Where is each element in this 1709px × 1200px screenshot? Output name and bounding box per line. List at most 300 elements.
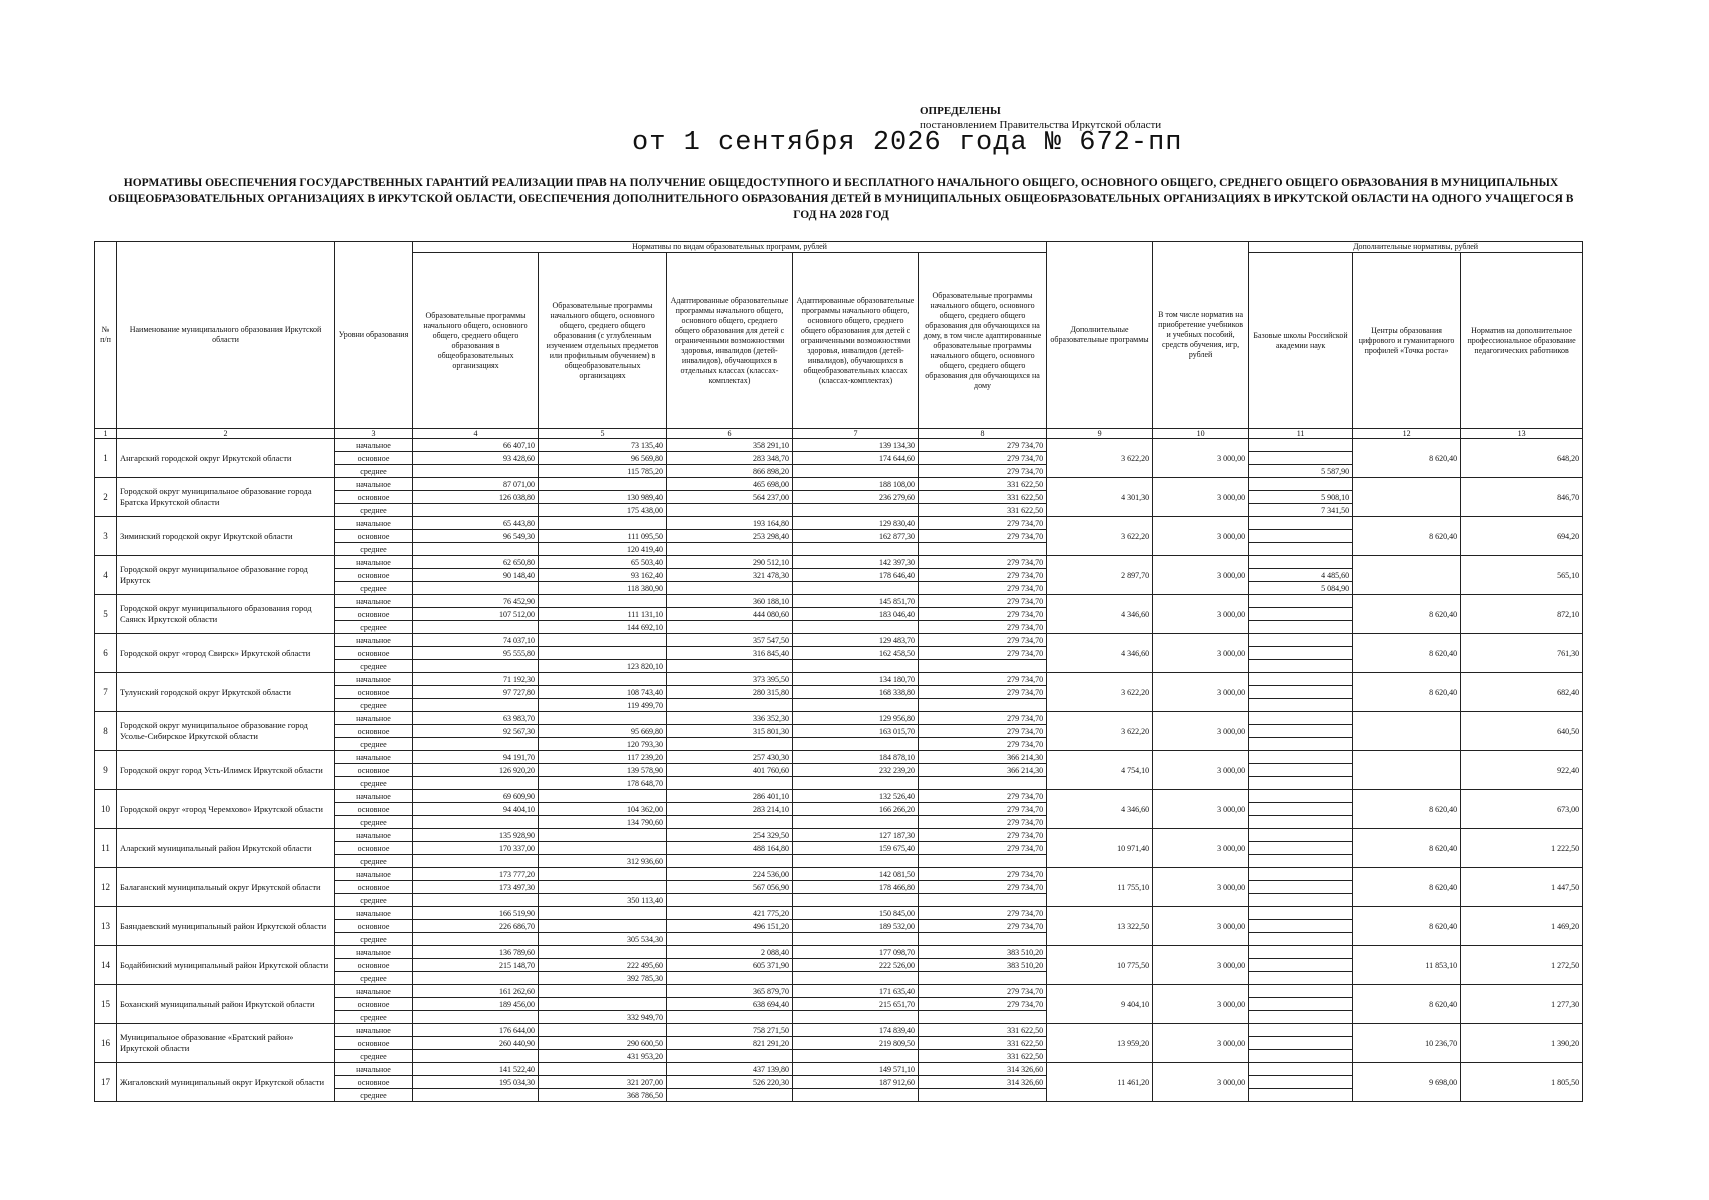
norm-value-c7 <box>793 1089 919 1102</box>
ras-school-value <box>1249 634 1353 647</box>
col-number: 4 <box>413 429 539 439</box>
col-number: 5 <box>539 429 667 439</box>
ras-school-value <box>1249 1050 1353 1063</box>
norm-value-c4: 173 497,30 <box>413 881 539 894</box>
norm-value-c5 <box>539 920 667 933</box>
header-additional-programs: Дополнительные образовательные программы <box>1047 242 1153 429</box>
additional-programs-value: 3 622,20 <box>1047 517 1153 556</box>
education-level: начальное <box>335 712 413 725</box>
norm-value-c5: 108 743,40 <box>539 686 667 699</box>
column-numbers-row <box>95 429 1583 439</box>
textbooks-value: 3 000,00 <box>1153 517 1249 556</box>
ras-school-value <box>1249 439 1353 452</box>
norm-value-c6 <box>667 1050 793 1063</box>
norm-value-c8 <box>919 894 1047 907</box>
row-number: 5 <box>95 595 117 634</box>
ras-school-value <box>1249 452 1353 465</box>
col-number: 6 <box>667 429 793 439</box>
education-level: начальное <box>335 829 413 842</box>
additional-programs-value: 13 959,20 <box>1047 1024 1153 1063</box>
norm-value-c5: 120 793,30 <box>539 738 667 751</box>
ras-school-value <box>1249 816 1353 829</box>
norm-value-c7: 178 466,80 <box>793 881 919 894</box>
norm-value-c6: 286 401,10 <box>667 790 793 803</box>
row-number: 7 <box>95 673 117 712</box>
municipality-name: Балаганский муниципальный округ Иркутской области <box>117 868 335 907</box>
norm-value-c7: 215 651,70 <box>793 998 919 1011</box>
norm-value-c6 <box>667 1089 793 1102</box>
norm-value-c4 <box>413 1050 539 1063</box>
norm-value-c8: 331 622,50 <box>919 504 1047 517</box>
norm-value-c7: 184 878,10 <box>793 751 919 764</box>
growth-point-value <box>1353 556 1461 595</box>
norm-value-c5 <box>539 985 667 998</box>
norm-value-c5 <box>539 907 667 920</box>
norm-value-c8: 331 622,50 <box>919 478 1047 491</box>
norm-value-c8 <box>919 1089 1047 1102</box>
norm-value-c6 <box>667 1011 793 1024</box>
norm-value-c6 <box>667 504 793 517</box>
ras-school-value <box>1249 1037 1353 1050</box>
col-number: 12 <box>1353 429 1461 439</box>
ras-school-value <box>1249 1011 1353 1024</box>
norm-value-c8: 279 734,70 <box>919 530 1047 543</box>
header-adapted-inclusive: Адаптированные образовательные программы начального общего, основного общего, среднего общего образования для детей с ограниченными возможностями здоровья, инвалидов (детей-инвалидов), обучающихся в общеобразовательных классах (классах-комплектах) <box>793 253 919 429</box>
norm-value-c6: 360 188,10 <box>667 595 793 608</box>
education-level: среднее <box>335 816 413 829</box>
norm-value-c7: 166 266,20 <box>793 803 919 816</box>
norm-value-c8: 279 734,70 <box>919 582 1047 595</box>
norm-value-c7: 142 397,30 <box>793 556 919 569</box>
row-number: 6 <box>95 634 117 673</box>
norm-value-c5: 119 499,70 <box>539 699 667 712</box>
norm-value-c4: 135 928,90 <box>413 829 539 842</box>
norm-value-c4: 62 650,80 <box>413 556 539 569</box>
norm-value-c8: 279 734,70 <box>919 881 1047 894</box>
textbooks-value: 3 000,00 <box>1153 439 1249 478</box>
norm-value-c7 <box>793 816 919 829</box>
norm-value-c7: 177 098,70 <box>793 946 919 959</box>
education-level: основное <box>335 920 413 933</box>
norm-value-c4: 94 191,70 <box>413 751 539 764</box>
norm-value-c8: 331 622,50 <box>919 1037 1047 1050</box>
header-municipality: Наименование муниципального образования Иркутской области <box>117 242 335 429</box>
header-growth-points: Центры образования цифрового и гуманитарного профилей «Точка роста» <box>1353 253 1461 429</box>
education-level: основное <box>335 842 413 855</box>
norm-value-c5 <box>539 712 667 725</box>
ras-school-value <box>1249 530 1353 543</box>
norm-value-c4 <box>413 699 539 712</box>
education-level: среднее <box>335 933 413 946</box>
norm-value-c5: 178 648,70 <box>539 777 667 790</box>
norm-value-c7: 129 956,80 <box>793 712 919 725</box>
ras-school-value <box>1249 751 1353 764</box>
norm-value-c6: 254 329,50 <box>667 829 793 842</box>
norm-value-c6: 401 760,60 <box>667 764 793 777</box>
municipality-name: Ангарский городской округ Иркутской области <box>117 439 335 478</box>
norm-value-c5: 222 495,60 <box>539 959 667 972</box>
textbooks-value: 3 000,00 <box>1153 946 1249 985</box>
norm-value-c4: 97 727,80 <box>413 686 539 699</box>
document-title: НОРМАТИВЫ ОБЕСПЕЧЕНИЯ ГОСУДАРСТВЕННЫХ ГАРАНТИЙ РЕАЛИЗАЦИИ ПРАВ НА ПОЛУЧЕНИЕ ОБЩЕДОСТУПНОГО И БЕСПЛАТНОГО НАЧАЛЬНОГО ОБЩЕГО, ОСНОВНОГО ОБЩЕГО, СРЕДНЕГО ОБЩЕГО ОБРАЗОВАНИЯ В МУНИЦИПАЛЬНЫХ ОБЩЕОБРАЗОВАТЕЛЬНЫХ ОРГАНИЗАЦИЯХ В ИРКУТСКОЙ ОБЛАСТИ, ОБЕСПЕЧЕНИЯ ДОПОЛНИТЕЛЬНОГО ОБРАЗОВАНИЯ ДЕТЕЙ В МУНИЦИПАЛЬНЫХ ОБЩЕОБРАЗОВАТЕЛЬНЫХ ОРГАНИЗАЦИЯХ В ИРКУТСКОЙ ОБЛАСТИ НА ОДНОГО УЧАЩЕГОСЯ В ГОД НА 2028 ГОД <box>108 177 1574 221</box>
norm-value-c7: 150 845,00 <box>793 907 919 920</box>
teacher-training-value: 1 272,50 <box>1461 946 1583 985</box>
growth-point-value: 11 853,10 <box>1353 946 1461 985</box>
norm-value-c5: 123 820,10 <box>539 660 667 673</box>
norm-value-c7 <box>793 582 919 595</box>
norm-value-c7 <box>793 777 919 790</box>
municipality-name: Городской округ муниципальное образование город Иркутск <box>117 556 335 595</box>
ras-school-value <box>1249 738 1353 751</box>
norm-value-c4 <box>413 660 539 673</box>
table-body <box>95 439 1583 1102</box>
norm-value-c7: 127 187,30 <box>793 829 919 842</box>
ras-school-value <box>1249 855 1353 868</box>
municipality-name: Городской округ город Усть-Илимск Иркутской области <box>117 751 335 790</box>
education-level: начальное <box>335 673 413 686</box>
additional-programs-value: 3 622,20 <box>1047 439 1153 478</box>
norm-value-c5 <box>539 842 667 855</box>
norm-value-c7: 219 809,50 <box>793 1037 919 1050</box>
norm-value-c8: 279 734,70 <box>919 621 1047 634</box>
growth-point-value: 9 698,00 <box>1353 1063 1461 1102</box>
norm-value-c8: 279 734,70 <box>919 790 1047 803</box>
education-level: начальное <box>335 907 413 920</box>
norm-value-c6: 315 801,30 <box>667 725 793 738</box>
education-level: основное <box>335 569 413 582</box>
ras-school-value <box>1249 608 1353 621</box>
header-group-additional: Дополнительные нормативы, рублей <box>1249 242 1583 253</box>
norm-value-c7: 174 644,60 <box>793 452 919 465</box>
header-advanced-programs: Образовательные программы начального общего, основного общего, среднего общего образования (с углубленным изучением отдельных предметов или профильным обучением) в общеобразовательных организациях <box>539 253 667 429</box>
norm-value-c6: 488 164,80 <box>667 842 793 855</box>
additional-programs-value: 2 897,70 <box>1047 556 1153 595</box>
ras-school-value <box>1249 621 1353 634</box>
growth-point-value: 8 620,40 <box>1353 634 1461 673</box>
additional-programs-value: 10 971,40 <box>1047 829 1153 868</box>
table-row <box>95 751 1583 764</box>
norm-value-c4: 87 071,00 <box>413 478 539 491</box>
header-home-education: Образовательные программы начального общего, основного общего, среднего общего образования для обучающихся на дому, в том числе адаптированные образовательные программы начального общего, основного общего, среднего общего образования для обучающихся на дому <box>919 253 1047 429</box>
norm-value-c7: 183 046,40 <box>793 608 919 621</box>
municipality-name: Городской округ муниципального образования город Саянск Иркутской области <box>117 595 335 634</box>
norm-value-c4: 66 407,10 <box>413 439 539 452</box>
teacher-training-value: 1 277,30 <box>1461 985 1583 1024</box>
norm-value-c8 <box>919 933 1047 946</box>
growth-point-value: 8 620,40 <box>1353 829 1461 868</box>
ras-school-value <box>1249 829 1353 842</box>
growth-point-value <box>1353 478 1461 517</box>
norm-value-c4: 95 555,80 <box>413 647 539 660</box>
norm-value-c5: 368 786,50 <box>539 1089 667 1102</box>
table-row <box>95 946 1583 959</box>
norm-value-c6: 336 352,30 <box>667 712 793 725</box>
textbooks-value: 3 000,00 <box>1153 829 1249 868</box>
education-level: начальное <box>335 478 413 491</box>
norm-value-c4 <box>413 465 539 478</box>
norm-value-c7 <box>793 972 919 985</box>
norm-value-c6: 316 845,40 <box>667 647 793 660</box>
norm-value-c4: 90 148,40 <box>413 569 539 582</box>
norm-value-c4 <box>413 933 539 946</box>
norm-value-c4: 69 609,90 <box>413 790 539 803</box>
norm-value-c8: 383 510,20 <box>919 959 1047 972</box>
norm-value-c7: 168 338,80 <box>793 686 919 699</box>
norm-value-c5: 117 239,20 <box>539 751 667 764</box>
norm-value-c7: 187 912,60 <box>793 1076 919 1089</box>
norm-value-c5 <box>539 881 667 894</box>
norm-value-c7 <box>793 621 919 634</box>
norm-value-c6: 526 220,30 <box>667 1076 793 1089</box>
norm-value-c4: 141 522,40 <box>413 1063 539 1076</box>
ras-school-value <box>1249 972 1353 985</box>
norm-value-c6: 638 694,40 <box>667 998 793 1011</box>
municipality-name: Баяндаевский муниципальный район Иркутской области <box>117 907 335 946</box>
norm-value-c7: 132 526,40 <box>793 790 919 803</box>
municipality-name: Боханский муниципальный район Иркутской области <box>117 985 335 1024</box>
additional-programs-value: 4 346,60 <box>1047 790 1153 829</box>
norm-value-c8: 279 734,70 <box>919 829 1047 842</box>
education-level: начальное <box>335 868 413 881</box>
norm-value-c7: 129 483,70 <box>793 634 919 647</box>
teacher-training-value: 1 390,20 <box>1461 1024 1583 1063</box>
additional-programs-value: 4 754,10 <box>1047 751 1153 790</box>
norm-value-c6 <box>667 621 793 634</box>
ras-school-value <box>1249 595 1353 608</box>
norm-value-c5 <box>539 673 667 686</box>
teacher-training-value: 872,10 <box>1461 595 1583 634</box>
additional-programs-value: 4 346,60 <box>1047 595 1153 634</box>
header-general-programs: Образовательные программы начального общего, основного общего, среднего общего образования в общеобразовательных организациях <box>413 253 539 429</box>
norm-value-c5: 73 135,40 <box>539 439 667 452</box>
norm-value-c8: 279 734,70 <box>919 712 1047 725</box>
growth-point-value <box>1353 712 1461 751</box>
education-level: основное <box>335 998 413 1011</box>
ras-school-value <box>1249 998 1353 1011</box>
norm-value-c4: 166 519,90 <box>413 907 539 920</box>
table-row <box>95 790 1583 803</box>
norm-value-c4: 260 440,90 <box>413 1037 539 1050</box>
education-level: начальное <box>335 439 413 452</box>
norm-value-c8: 279 734,70 <box>919 725 1047 738</box>
ras-school-value <box>1249 517 1353 530</box>
textbooks-value: 3 000,00 <box>1153 1024 1249 1063</box>
norm-value-c7 <box>793 465 919 478</box>
education-level: основное <box>335 686 413 699</box>
norm-value-c8: 331 622,50 <box>919 1024 1047 1037</box>
norm-value-c8: 279 734,70 <box>919 686 1047 699</box>
norm-value-c6: 193 164,80 <box>667 517 793 530</box>
norm-value-c5: 392 785,30 <box>539 972 667 985</box>
textbooks-value: 3 000,00 <box>1153 595 1249 634</box>
norm-value-c7: 162 877,30 <box>793 530 919 543</box>
row-number: 17 <box>95 1063 117 1102</box>
norm-value-c6 <box>667 855 793 868</box>
col-number: 7 <box>793 429 919 439</box>
norm-value-c4: 226 686,70 <box>413 920 539 933</box>
teacher-training-value: 1 805,50 <box>1461 1063 1583 1102</box>
growth-point-value: 10 236,70 <box>1353 1024 1461 1063</box>
norm-value-c5: 120 419,40 <box>539 543 667 556</box>
education-level: среднее <box>335 777 413 790</box>
norm-value-c4: 107 512,00 <box>413 608 539 621</box>
norm-value-c4 <box>413 738 539 751</box>
ras-school-value <box>1249 842 1353 855</box>
norm-value-c8: 279 734,70 <box>919 842 1047 855</box>
teacher-training-value: 1 222,50 <box>1461 829 1583 868</box>
norms-table <box>94 241 1583 1102</box>
norm-value-c5: 96 569,80 <box>539 452 667 465</box>
norm-value-c5: 321 207,00 <box>539 1076 667 1089</box>
row-number: 2 <box>95 478 117 517</box>
education-level: основное <box>335 881 413 894</box>
norm-value-c6: 465 698,00 <box>667 478 793 491</box>
col-number: 11 <box>1249 429 1353 439</box>
row-number: 13 <box>95 907 117 946</box>
ras-school-value <box>1249 959 1353 972</box>
header-adapted-separate: Адаптированные образовательные программы начального общего, основного общего, среднего общего образования для детей с ограниченными возможностями здоровья, инвалидов (детей-инвалидов), обучающихся в отдельных классах (классах-комплектах) <box>667 253 793 429</box>
approval-subtitle: постановлением Правительства Иркутской области <box>920 119 1162 131</box>
growth-point-value: 8 620,40 <box>1353 907 1461 946</box>
norm-value-c4 <box>413 1011 539 1024</box>
norm-value-c4 <box>413 1089 539 1102</box>
norm-value-c8: 279 734,70 <box>919 673 1047 686</box>
additional-programs-value: 11 461,20 <box>1047 1063 1153 1102</box>
ras-school-value: 5 908,10 <box>1249 491 1353 504</box>
norm-value-c6: 358 291,10 <box>667 439 793 452</box>
education-level: начальное <box>335 1063 413 1076</box>
municipality-name: Тулунский городской округ Иркутской области <box>117 673 335 712</box>
education-level: начальное <box>335 517 413 530</box>
education-level: среднее <box>335 1089 413 1102</box>
growth-point-value: 8 620,40 <box>1353 790 1461 829</box>
ras-school-value <box>1249 894 1353 907</box>
norm-value-c8: 331 622,50 <box>919 491 1047 504</box>
table-row <box>95 1063 1583 1076</box>
row-number: 16 <box>95 1024 117 1063</box>
table-row <box>95 1024 1583 1037</box>
norm-value-c8: 279 734,70 <box>919 608 1047 621</box>
norm-value-c7 <box>793 660 919 673</box>
col-number: 9 <box>1047 429 1153 439</box>
education-level: основное <box>335 959 413 972</box>
education-level: основное <box>335 764 413 777</box>
teacher-training-value: 1 469,20 <box>1461 907 1583 946</box>
additional-programs-value: 9 404,10 <box>1047 985 1153 1024</box>
municipality-name: Зиминский городской округ Иркутской области <box>117 517 335 556</box>
row-number: 8 <box>95 712 117 751</box>
norm-value-c6: 444 080,60 <box>667 608 793 621</box>
norm-value-c8: 279 734,70 <box>919 907 1047 920</box>
education-level: начальное <box>335 556 413 569</box>
norms-table-wrapper <box>94 241 1582 1102</box>
col-number: 3 <box>335 429 413 439</box>
row-number: 11 <box>95 829 117 868</box>
ras-school-value <box>1249 647 1353 660</box>
norm-value-c7: 162 458,50 <box>793 647 919 660</box>
norm-value-c6 <box>667 699 793 712</box>
textbooks-value: 3 000,00 <box>1153 985 1249 1024</box>
norm-value-c8: 366 214,30 <box>919 764 1047 777</box>
norm-value-c7 <box>793 504 919 517</box>
norm-value-c4 <box>413 972 539 985</box>
ras-school-value <box>1249 556 1353 569</box>
table-row <box>95 673 1583 686</box>
teacher-training-value: 1 447,50 <box>1461 868 1583 907</box>
education-level: среднее <box>335 1011 413 1024</box>
norm-value-c7: 222 526,00 <box>793 959 919 972</box>
norm-value-c6: 605 371,90 <box>667 959 793 972</box>
norm-value-c7 <box>793 1050 919 1063</box>
norm-value-c5: 350 113,40 <box>539 894 667 907</box>
norm-value-c8: 279 734,70 <box>919 647 1047 660</box>
ras-school-value <box>1249 777 1353 790</box>
ras-school-value: 4 485,60 <box>1249 569 1353 582</box>
norm-value-c7: 188 108,00 <box>793 478 919 491</box>
norm-value-c8: 279 734,70 <box>919 738 1047 751</box>
norm-value-c8: 331 622,50 <box>919 1050 1047 1063</box>
norm-value-c4 <box>413 582 539 595</box>
ras-school-value: 5 084,90 <box>1249 582 1353 595</box>
norm-value-c8 <box>919 855 1047 868</box>
norm-value-c8: 279 734,70 <box>919 465 1047 478</box>
norm-value-c8: 383 510,20 <box>919 946 1047 959</box>
municipality-name: Городской округ муниципальное образование города Братска Иркутской области <box>117 478 335 517</box>
education-level: среднее <box>335 699 413 712</box>
table-row <box>95 556 1583 569</box>
norm-value-c4: 189 456,00 <box>413 998 539 1011</box>
table-row <box>95 517 1583 530</box>
additional-programs-value: 4 301,30 <box>1047 478 1153 517</box>
norm-value-c4 <box>413 855 539 868</box>
norm-value-c7: 145 851,70 <box>793 595 919 608</box>
teacher-training-value: 565,10 <box>1461 556 1583 595</box>
norm-value-c6: 321 478,30 <box>667 569 793 582</box>
norm-value-c6 <box>667 582 793 595</box>
table-row <box>95 868 1583 881</box>
table-row <box>95 634 1583 647</box>
col-number: 8 <box>919 429 1047 439</box>
table-row <box>95 985 1583 998</box>
education-level: среднее <box>335 855 413 868</box>
teacher-training-value: 761,30 <box>1461 634 1583 673</box>
norm-value-c8: 279 734,70 <box>919 868 1047 881</box>
textbooks-value: 3 000,00 <box>1153 907 1249 946</box>
norm-value-c7 <box>793 543 919 556</box>
ras-school-value <box>1249 790 1353 803</box>
textbooks-value: 3 000,00 <box>1153 673 1249 712</box>
ras-school-value <box>1249 881 1353 894</box>
norm-value-c5 <box>539 868 667 881</box>
norm-value-c5 <box>539 517 667 530</box>
norm-value-c8 <box>919 699 1047 712</box>
norm-value-c8: 314 326,60 <box>919 1063 1047 1076</box>
teacher-training-value: 673,00 <box>1461 790 1583 829</box>
education-level: начальное <box>335 595 413 608</box>
norm-value-c4: 96 549,30 <box>413 530 539 543</box>
ras-school-value <box>1249 946 1353 959</box>
norm-value-c6: 373 395,50 <box>667 673 793 686</box>
norm-value-c6: 290 512,10 <box>667 556 793 569</box>
norm-value-c5 <box>539 634 667 647</box>
table-row <box>95 712 1583 725</box>
norm-value-c5: 431 953,20 <box>539 1050 667 1063</box>
growth-point-value: 8 620,40 <box>1353 673 1461 712</box>
norm-value-c4: 170 337,00 <box>413 842 539 855</box>
norm-value-c4: 65 443,80 <box>413 517 539 530</box>
ras-school-value <box>1249 803 1353 816</box>
header-levels: Уровни образования <box>335 242 413 429</box>
